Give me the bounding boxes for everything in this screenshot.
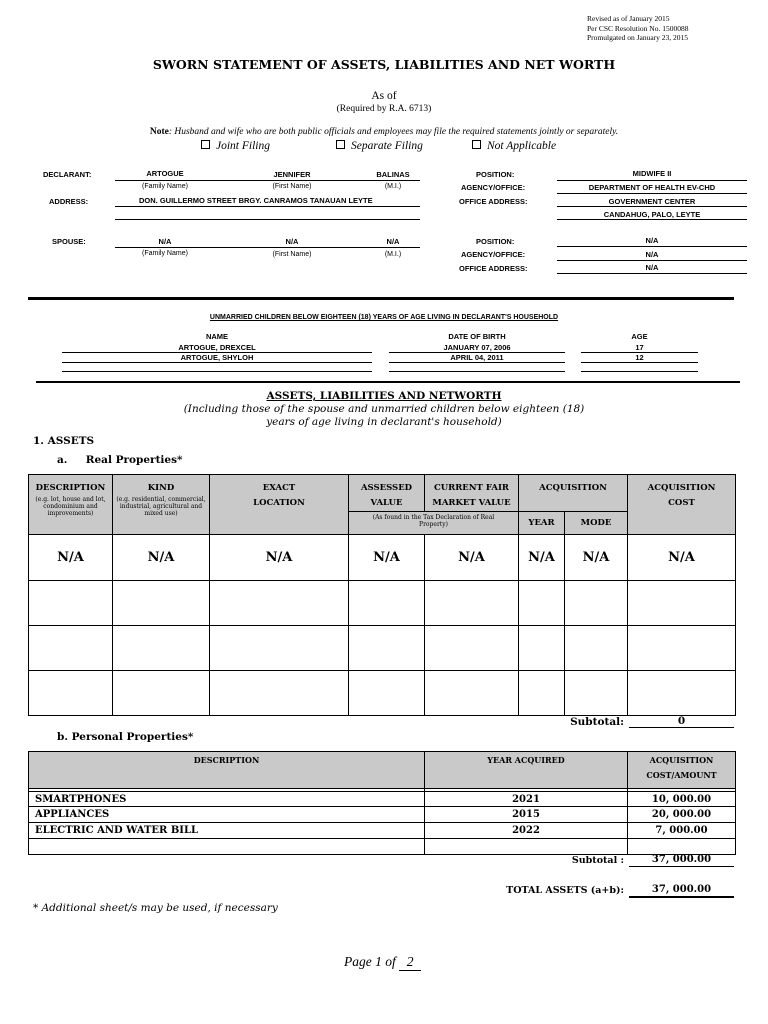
column-header-age: AGE xyxy=(631,332,648,341)
column-header-description xyxy=(29,475,113,535)
table-row xyxy=(29,671,736,716)
agency-label: AGENCY/OFFICE: xyxy=(461,183,526,192)
child-name: ARTOGUE, DREXCEL xyxy=(178,343,256,352)
table-cell: N/A xyxy=(519,535,565,581)
personal-properties-table xyxy=(28,751,736,855)
declarant-office-address: CANDAHUG, PALO, LEYTE xyxy=(603,210,701,219)
checkbox-icon[interactable] xyxy=(472,140,481,149)
declarant-office-address: GOVERNMENT CENTER xyxy=(608,197,696,206)
table-row xyxy=(29,535,736,581)
section-divider xyxy=(36,381,740,383)
property-description: APPLIANCES xyxy=(29,807,425,823)
option-label: Separate Filing xyxy=(351,140,423,152)
property-cost: 20, 000.00 xyxy=(628,807,736,823)
underline xyxy=(581,362,698,363)
column-header-year-acquired xyxy=(425,752,628,789)
real-properties-heading: a. Real Properties* xyxy=(57,454,183,466)
underline xyxy=(581,371,698,372)
header-label: LOCATION xyxy=(253,498,305,508)
column-header-acquisition-cost xyxy=(628,475,736,535)
checkbox-icon[interactable] xyxy=(201,140,210,149)
note-text: : Husband and wife who are both public officials and employees may file the required statements jointly or separately. xyxy=(168,127,619,137)
column-header-year: YEAR xyxy=(519,512,565,535)
table-cell: N/A xyxy=(425,535,519,581)
underline xyxy=(389,362,565,363)
page-number xyxy=(344,954,421,971)
underline xyxy=(115,219,420,220)
underline xyxy=(557,260,747,261)
column-header-description xyxy=(29,752,425,789)
underline xyxy=(557,273,747,274)
underline xyxy=(62,362,372,363)
underline xyxy=(557,193,747,194)
underline xyxy=(115,180,420,181)
table-cell: N/A xyxy=(29,535,113,581)
child-name: ARTOGUE, SHYLOH xyxy=(180,353,254,362)
header-label: COST xyxy=(668,498,695,508)
spouse-office-address: N/A xyxy=(645,263,659,272)
declarant-address: DON. GUILLERMO STREET BRGY. CANRAMOS TANAUAN LEYTE xyxy=(139,196,373,205)
underline xyxy=(557,219,747,220)
total-assets-value: 37, 000.00 xyxy=(629,884,734,898)
header-label: MARKET VALUE xyxy=(432,498,511,508)
declarant-label: DECLARANT: xyxy=(43,170,92,179)
declarant-mi: BALINAS xyxy=(376,170,410,179)
family-name-caption: (Family Name) xyxy=(142,250,188,257)
header-label: COST/AMOUNT xyxy=(646,770,717,780)
tax-declaration-note xyxy=(349,512,519,535)
page-total: 2 xyxy=(399,954,421,971)
personal-properties-heading: b. Personal Properties* xyxy=(57,731,194,743)
real-properties-table xyxy=(28,474,736,716)
declarant-agency: DEPARTMENT OF HEALTH EV-CHD xyxy=(588,183,716,192)
column-header-name: NAME xyxy=(205,332,229,341)
column-header-assessed-value xyxy=(349,475,425,512)
additional-sheet-note: * Additional sheet/s may be used, if necessary xyxy=(33,902,278,914)
declarant-first-name: JENNIFER xyxy=(273,170,311,179)
spouse-position: N/A xyxy=(645,236,659,245)
personal-subtotal-label: Subtotal : xyxy=(571,855,624,866)
property-description: ELECTRIC AND WATER BILL xyxy=(29,823,425,839)
header-note: (e.g. residential, commercial, industrial, agricultural and mixed use) xyxy=(116,496,206,517)
column-header-mode: MODE xyxy=(565,512,628,535)
table-cell: N/A xyxy=(113,535,210,581)
header-label: ACQUISITION xyxy=(539,483,607,493)
column-header-kind xyxy=(113,475,210,535)
table-row xyxy=(29,626,736,671)
header-label: EXACT xyxy=(262,483,296,493)
section-subtitle: (Including those of the spouse and unmarried children below eighteen (18) xyxy=(183,403,585,415)
table-row xyxy=(29,839,736,855)
section-title: ASSETS, LIABILITIES AND NETWORTH xyxy=(266,390,502,402)
declarant-family-name: ARTOGUE xyxy=(146,169,184,178)
revision-line: Promulgated on January 23, 2015 xyxy=(587,33,689,42)
underline xyxy=(557,246,747,247)
checkbox-icon[interactable] xyxy=(336,140,345,149)
spouse-first-name: N/A xyxy=(285,237,299,246)
required-by-label: (Required by R.A. 6713) xyxy=(336,104,432,114)
option-label: Not Applicable xyxy=(487,140,557,152)
children-heading: UNMARRIED CHILDREN BELOW EIGHTEEN (18) YEARS OF AGE LIVING IN DECLARANT'S HOUSEHOLD xyxy=(209,314,559,321)
property-year: 2015 xyxy=(425,807,628,823)
section-subtitle: years of age living in declarant's household) xyxy=(266,416,502,428)
header-label: YEAR ACQUIRED xyxy=(487,755,565,765)
header-label: DESCRIPTION xyxy=(193,755,260,765)
table-row xyxy=(29,581,736,626)
property-cost: 10, 000.00 xyxy=(628,792,736,807)
table-row xyxy=(29,807,736,823)
underline xyxy=(62,371,372,372)
header-note: (e.g. lot, house and lot, condominium and improvements) xyxy=(35,496,106,517)
family-name-caption: (Family Name) xyxy=(142,183,188,190)
table-cell: N/A xyxy=(349,535,425,581)
underline xyxy=(389,371,565,372)
joint-filing-option[interactable] xyxy=(201,140,270,152)
header-label: ASSESSED xyxy=(360,483,413,493)
table-row xyxy=(29,792,736,807)
header-label: CURRENT FAIR xyxy=(433,483,509,493)
real-subtotal-label: Subtotal: xyxy=(570,716,624,728)
property-description: SMARTPHONES xyxy=(29,792,425,807)
header-label: ACQUISITION xyxy=(647,483,716,493)
underline xyxy=(557,206,747,207)
office-address-label: OFFICE ADDRESS: xyxy=(459,197,528,206)
table-cell: N/A xyxy=(210,535,349,581)
assets-heading: 1. ASSETS xyxy=(33,435,95,447)
child-age: 12 xyxy=(635,353,644,362)
position-label: POSITION: xyxy=(476,237,515,246)
filing-note xyxy=(0,127,768,137)
spouse-mi: N/A xyxy=(386,237,400,246)
child-dob: JANUARY 07, 2006 xyxy=(443,343,511,352)
child-dob: APRIL 04, 2011 xyxy=(450,353,504,362)
underline xyxy=(115,247,420,248)
form-title: SWORN STATEMENT OF ASSETS, LIABILITIES AND NET WORTH xyxy=(152,57,616,72)
column-header-acquisition xyxy=(519,475,628,512)
total-assets-label: TOTAL ASSETS (a+b): xyxy=(506,885,624,896)
underline xyxy=(115,206,420,207)
position-label: POSITION: xyxy=(476,170,515,179)
real-subtotal-value: 0 xyxy=(629,715,734,728)
spouse-family-name: N/A xyxy=(158,237,172,246)
note-label: Note xyxy=(149,127,169,137)
address-label: ADDRESS: xyxy=(49,197,89,206)
property-cost: 7, 000.00 xyxy=(628,823,736,839)
spouse-agency: N/A xyxy=(645,250,659,259)
header-note: (As found in the Tax Declaration of Real Property) xyxy=(372,514,495,528)
column-header-location xyxy=(210,475,349,535)
header-label: KIND xyxy=(147,483,175,493)
column-header-acquisition-cost xyxy=(628,752,736,789)
header-label: DESCRIPTION xyxy=(35,483,106,493)
revision-line: Revised as of January 2015 xyxy=(587,14,670,23)
personal-subtotal-value: 37, 000.00 xyxy=(629,854,734,867)
column-header-market-value xyxy=(425,475,519,512)
declarant-position: MIDWIFE II xyxy=(632,169,672,178)
first-name-caption: (First Name) xyxy=(272,251,312,258)
property-year: 2022 xyxy=(425,823,628,839)
header-label: ACQUISITION xyxy=(649,755,714,765)
not-applicable-option[interactable] xyxy=(472,140,556,152)
mi-caption: (M.I.) xyxy=(384,183,402,190)
child-age: 17 xyxy=(635,343,644,352)
table-row xyxy=(29,823,736,839)
as-of-label: As of xyxy=(371,90,397,102)
underline xyxy=(557,180,747,181)
section-divider xyxy=(28,297,734,300)
separate-filing-option[interactable] xyxy=(336,140,423,152)
property-year: 2021 xyxy=(425,792,628,807)
first-name-caption: (First Name) xyxy=(272,183,312,190)
option-label: Joint Filing xyxy=(216,140,270,152)
revision-note xyxy=(587,14,688,43)
table-cell: N/A xyxy=(628,535,736,581)
spouse-label: SPOUSE: xyxy=(52,237,86,246)
header-label: VALUE xyxy=(370,498,403,508)
table-cell: N/A xyxy=(565,535,628,581)
page-prefix: Page 1 of xyxy=(344,954,396,969)
revision-line: Per CSC Resolution No. 1500088 xyxy=(587,23,689,33)
column-header-dob: DATE OF BIRTH xyxy=(448,332,506,341)
agency-label: AGENCY/OFFICE: xyxy=(461,250,526,259)
office-address-label: OFFICE ADDRESS: xyxy=(459,264,528,273)
mi-caption: (M.I.) xyxy=(384,251,402,258)
